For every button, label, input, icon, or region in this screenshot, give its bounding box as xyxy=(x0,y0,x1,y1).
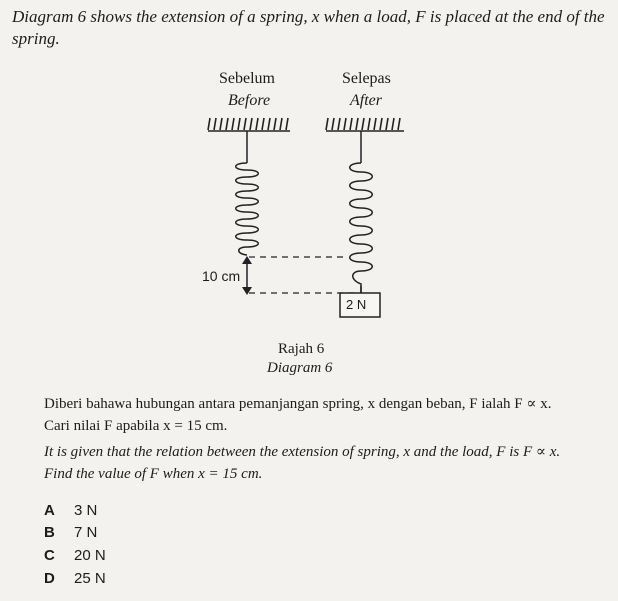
after-label-ms: Selepas xyxy=(342,70,391,87)
extension-label: 10 cm xyxy=(202,268,241,284)
before-ceiling xyxy=(208,118,290,131)
before-spring xyxy=(236,131,259,255)
reference-lines xyxy=(249,257,355,293)
statement-relation-en: It is given that the relation between the extension of spring, x and the load, F is F ∝ x. xyxy=(44,444,561,460)
statement-find-en: Find the value of F when x = 15 cm. xyxy=(44,466,263,482)
option-d-value[interactable]: 25 N xyxy=(74,570,106,587)
after-ceiling xyxy=(326,118,404,131)
option-c-letter[interactable]: C xyxy=(44,547,55,564)
extension-arrow xyxy=(242,256,252,295)
option-d-letter[interactable]: D xyxy=(44,570,55,587)
statement-relation-ms: Diberi bahawa hubungan antara pemanjangan spring, x dengan beban, F ialah F ∝ x. xyxy=(44,396,552,412)
caption-ms: Rajah 6 xyxy=(278,341,325,357)
after-label-en: After xyxy=(350,92,382,109)
question-intro: Diagram 6 shows the extension of a spring, x when a load, F is placed at the end of the spring. xyxy=(12,7,605,48)
before-label-en: Before xyxy=(228,92,271,109)
after-spring xyxy=(350,131,373,293)
before-label-ms: Sebelum xyxy=(219,70,275,87)
statement-find-ms: Cari nilai F apabila x = 15 cm. xyxy=(44,418,228,434)
option-c-value[interactable]: 20 N xyxy=(74,547,106,564)
option-b-value[interactable]: 7 N xyxy=(74,524,98,541)
caption-en: Diagram 6 xyxy=(267,360,333,376)
option-a-letter[interactable]: A xyxy=(44,502,55,519)
option-b-letter[interactable]: B xyxy=(44,524,55,541)
load-label: 2 N xyxy=(346,297,367,312)
option-a-value[interactable]: 3 N xyxy=(74,502,98,519)
